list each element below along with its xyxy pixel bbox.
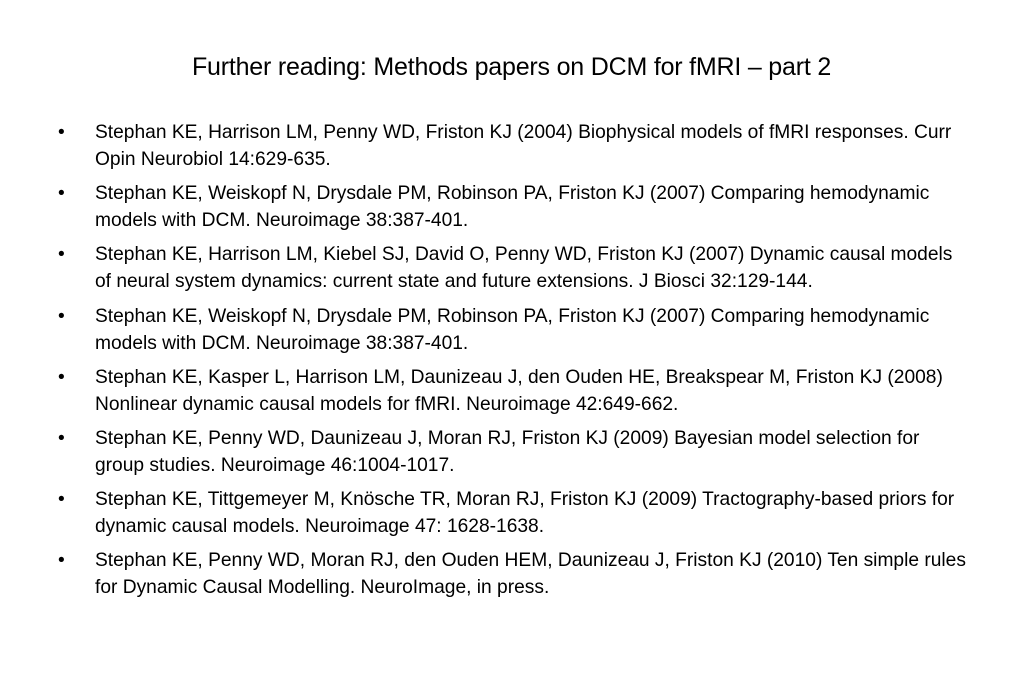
list-item: [58, 547, 970, 601]
bullet-icon: •: [58, 366, 65, 388]
bullet-icon: •: [58, 489, 65, 511]
list-item: [58, 180, 970, 234]
reference-text: Stephan KE, Penny WD, Moran RJ, den Ouden HEM, Daunizeau J, Friston KJ (2010) Ten simple rules for Dynamic Causal Modelling. NeuroImage, in press.: [95, 550, 966, 599]
reference-text: Stephan KE, Penny WD, Daunizeau J, Moran RJ, Friston KJ (2009) Bayesian model selection for group studies. Neuroimage 46:1004-1017.: [95, 427, 920, 476]
reference-text: Stephan KE, Kasper L, Harrison LM, Daunizeau J, den Ouden HE, Breakspear M, Friston KJ (2008) Nonlinear dynamic causal models for fMRI. Neuroimage 42:649-662.: [95, 366, 943, 415]
bullet-icon: •: [58, 244, 65, 266]
list-item: [58, 241, 970, 295]
reference-text: Stephan KE, Weiskopf N, Drysdale PM, Robinson PA, Friston KJ (2007) Comparing hemodynamic models with DCM. Neuroimage 38:387-401.: [95, 305, 930, 354]
bullet-icon: •: [58, 550, 65, 572]
reference-list: [58, 119, 970, 609]
bullet-icon: •: [58, 122, 65, 143]
list-item: [58, 303, 970, 357]
page-title: Further reading: Methods papers on DCM for fMRI – part 2: [191, 53, 832, 81]
reference-text: Stephan KE, Weiskopf N, Drysdale PM, Robinson PA, Friston KJ (2007) Comparing hemodynamic models with DCM. Neuroimage 38:387-401.: [95, 183, 930, 232]
bullet-icon: •: [58, 305, 65, 327]
list-item: [58, 425, 970, 479]
bullet-icon: •: [58, 427, 65, 449]
bullet-icon: •: [58, 183, 65, 205]
list-item: [58, 119, 970, 173]
reference-text: Stephan KE, Harrison LM, Kiebel SJ, David O, Penny WD, Friston KJ (2007) Dynamic causal models of neural system dynamics: current state and future extensions. J Biosci 32:129-144.: [95, 244, 953, 293]
reference-text: Stephan KE, Tittgemeyer M, Knösche TR, Moran RJ, Friston KJ (2009) Tractography-based priors for dynamic causal models. Neuroimage 47: 1628-1638.: [95, 489, 955, 538]
list-item: [58, 364, 970, 418]
list-item: [58, 486, 970, 540]
reference-text: Stephan KE, Harrison LM, Penny WD, Friston KJ (2004) Biophysical models of fMRI responses. Curr Opin Neurobiol 14:629-635.: [95, 122, 952, 170]
